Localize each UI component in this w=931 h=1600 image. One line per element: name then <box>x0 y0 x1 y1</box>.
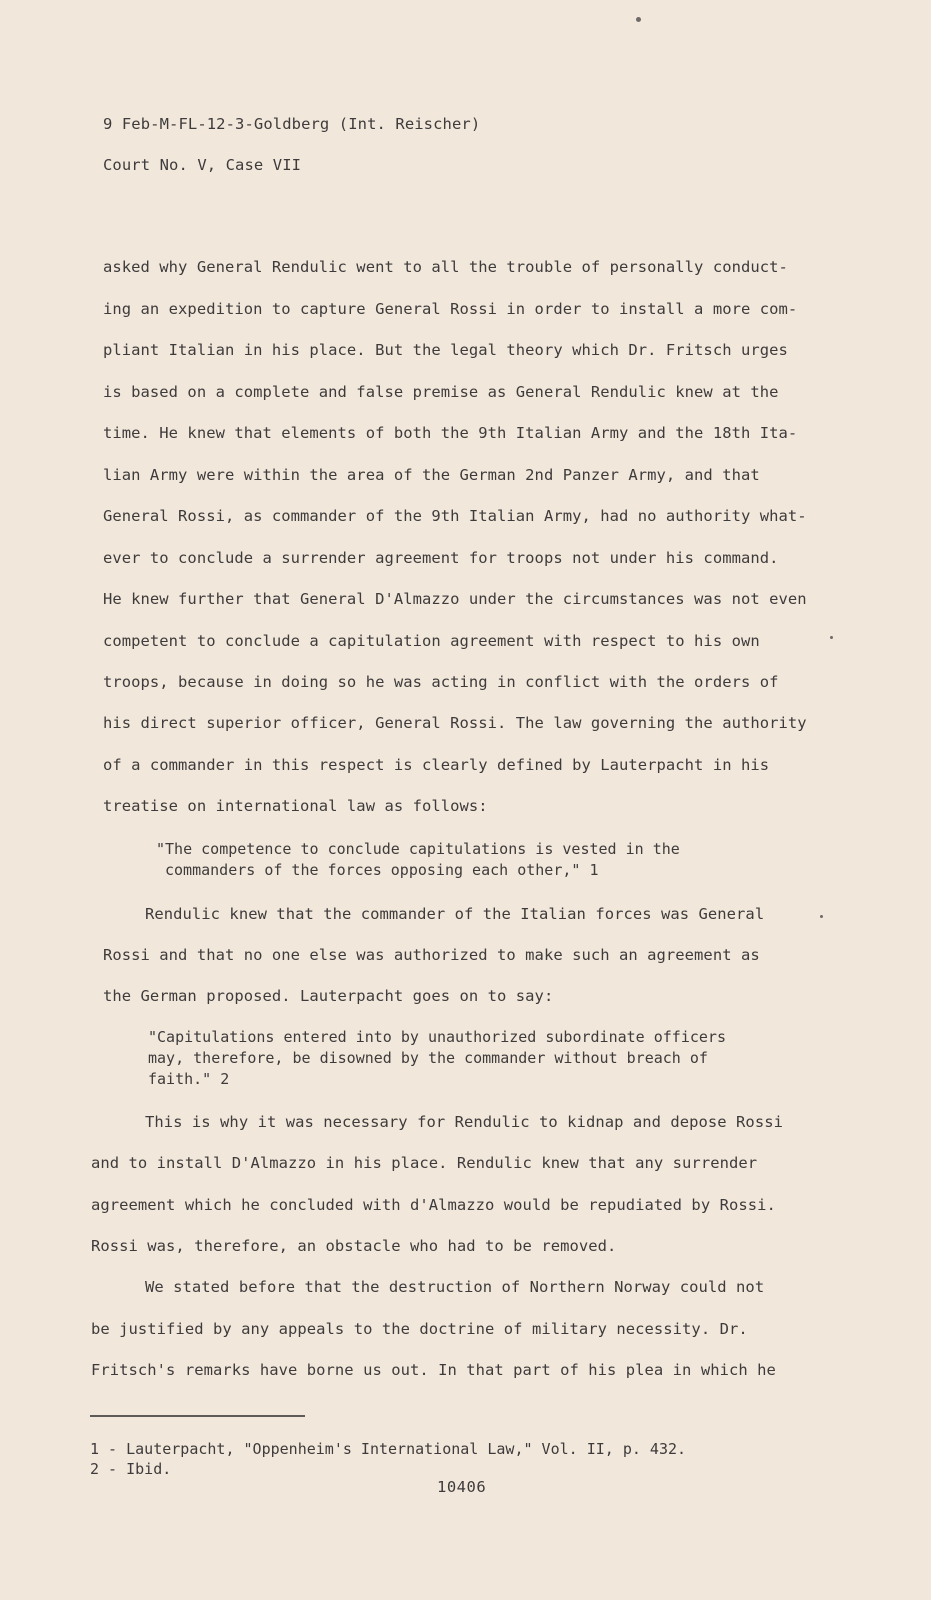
body-line: treatise on international law as follows: <box>103 797 488 815</box>
footnote-2: 2 - Ibid. <box>90 1460 172 1478</box>
body-line: This is why it was necessary for Rendulic to kidnap and depose Rossi <box>145 1113 783 1131</box>
body-line: General Rossi, as commander of the 9th Italian Army, had no authority what- <box>103 507 807 525</box>
page-number: 10406 <box>437 1478 487 1496</box>
body-line: agreement which he concluded with d'Almazzo would be repudiated by Rossi. <box>91 1196 776 1214</box>
body-line: Rossi and that no one else was authorized to make such an agreement as <box>103 946 760 964</box>
body-line: be justified by any appeals to the doctrine of military necessity. Dr. <box>91 1320 748 1338</box>
block-quote-line: "The competence to conclude capitulations is vested in the <box>156 840 680 858</box>
body-line: We stated before that the destruction of Northern Norway could not <box>145 1278 765 1296</box>
ink-spot <box>830 636 833 639</box>
body-line: lian Army were within the area of the German 2nd Panzer Army, and that <box>103 466 760 484</box>
body-line: He knew further that General D'Almazzo under the circumstances was not even <box>103 590 807 608</box>
body-line: the German proposed. Lauterpacht goes on to say: <box>103 987 554 1005</box>
body-line: ever to conclude a surrender agreement for troops not under his command. <box>103 549 779 567</box>
header-reference: 9 Feb-M-FL-12-3-Goldberg (Int. Reischer) <box>103 115 481 133</box>
body-line: Rossi was, therefore, an obstacle who had to be removed. <box>91 1237 617 1255</box>
ink-spot <box>636 17 641 22</box>
block-quote-line: commanders of the forces opposing each other," 1 <box>165 861 599 879</box>
body-line: and to install D'Almazzo in his place. Rendulic knew that any surrender <box>91 1154 758 1172</box>
body-line: his direct superior officer, General Rossi. The law governing the authority <box>103 714 807 732</box>
body-line: Rendulic knew that the commander of the Italian forces was General <box>145 905 765 923</box>
body-line: ing an expedition to capture General Rossi in order to install a more com- <box>103 300 798 318</box>
body-line: Fritsch's remarks have borne us out. In that part of his plea in which he <box>91 1361 776 1379</box>
body-line: of a commander in this respect is clearly defined by Lauterpacht in his <box>103 756 770 774</box>
body-line: pliant Italian in his place. But the legal theory which Dr. Fritsch urges <box>103 341 788 359</box>
body-line: time. He knew that elements of both the 9th Italian Army and the 18th Ita- <box>103 424 798 442</box>
header-court-case: Court No. V, Case VII <box>103 156 302 174</box>
block-quote-line: may, therefore, be disowned by the commander without breach of <box>148 1049 708 1067</box>
footnote-divider <box>90 1415 305 1417</box>
body-line: competent to conclude a capitulation agreement with respect to his own <box>103 632 760 650</box>
ink-spot <box>820 915 823 918</box>
block-quote-line: "Capitulations entered into by unauthorized subordinate officers <box>148 1028 726 1046</box>
block-quote-line: faith." 2 <box>148 1070 230 1088</box>
footnote-1: 1 - Lauterpacht, "Oppenheim's International Law," Vol. II, p. 432. <box>90 1440 687 1458</box>
body-line: asked why General Rendulic went to all the trouble of personally conduct- <box>103 258 788 276</box>
body-line: troops, because in doing so he was acting in conflict with the orders of <box>103 673 779 691</box>
body-line: is based on a complete and false premise as General Rendulic knew at the <box>103 383 779 401</box>
